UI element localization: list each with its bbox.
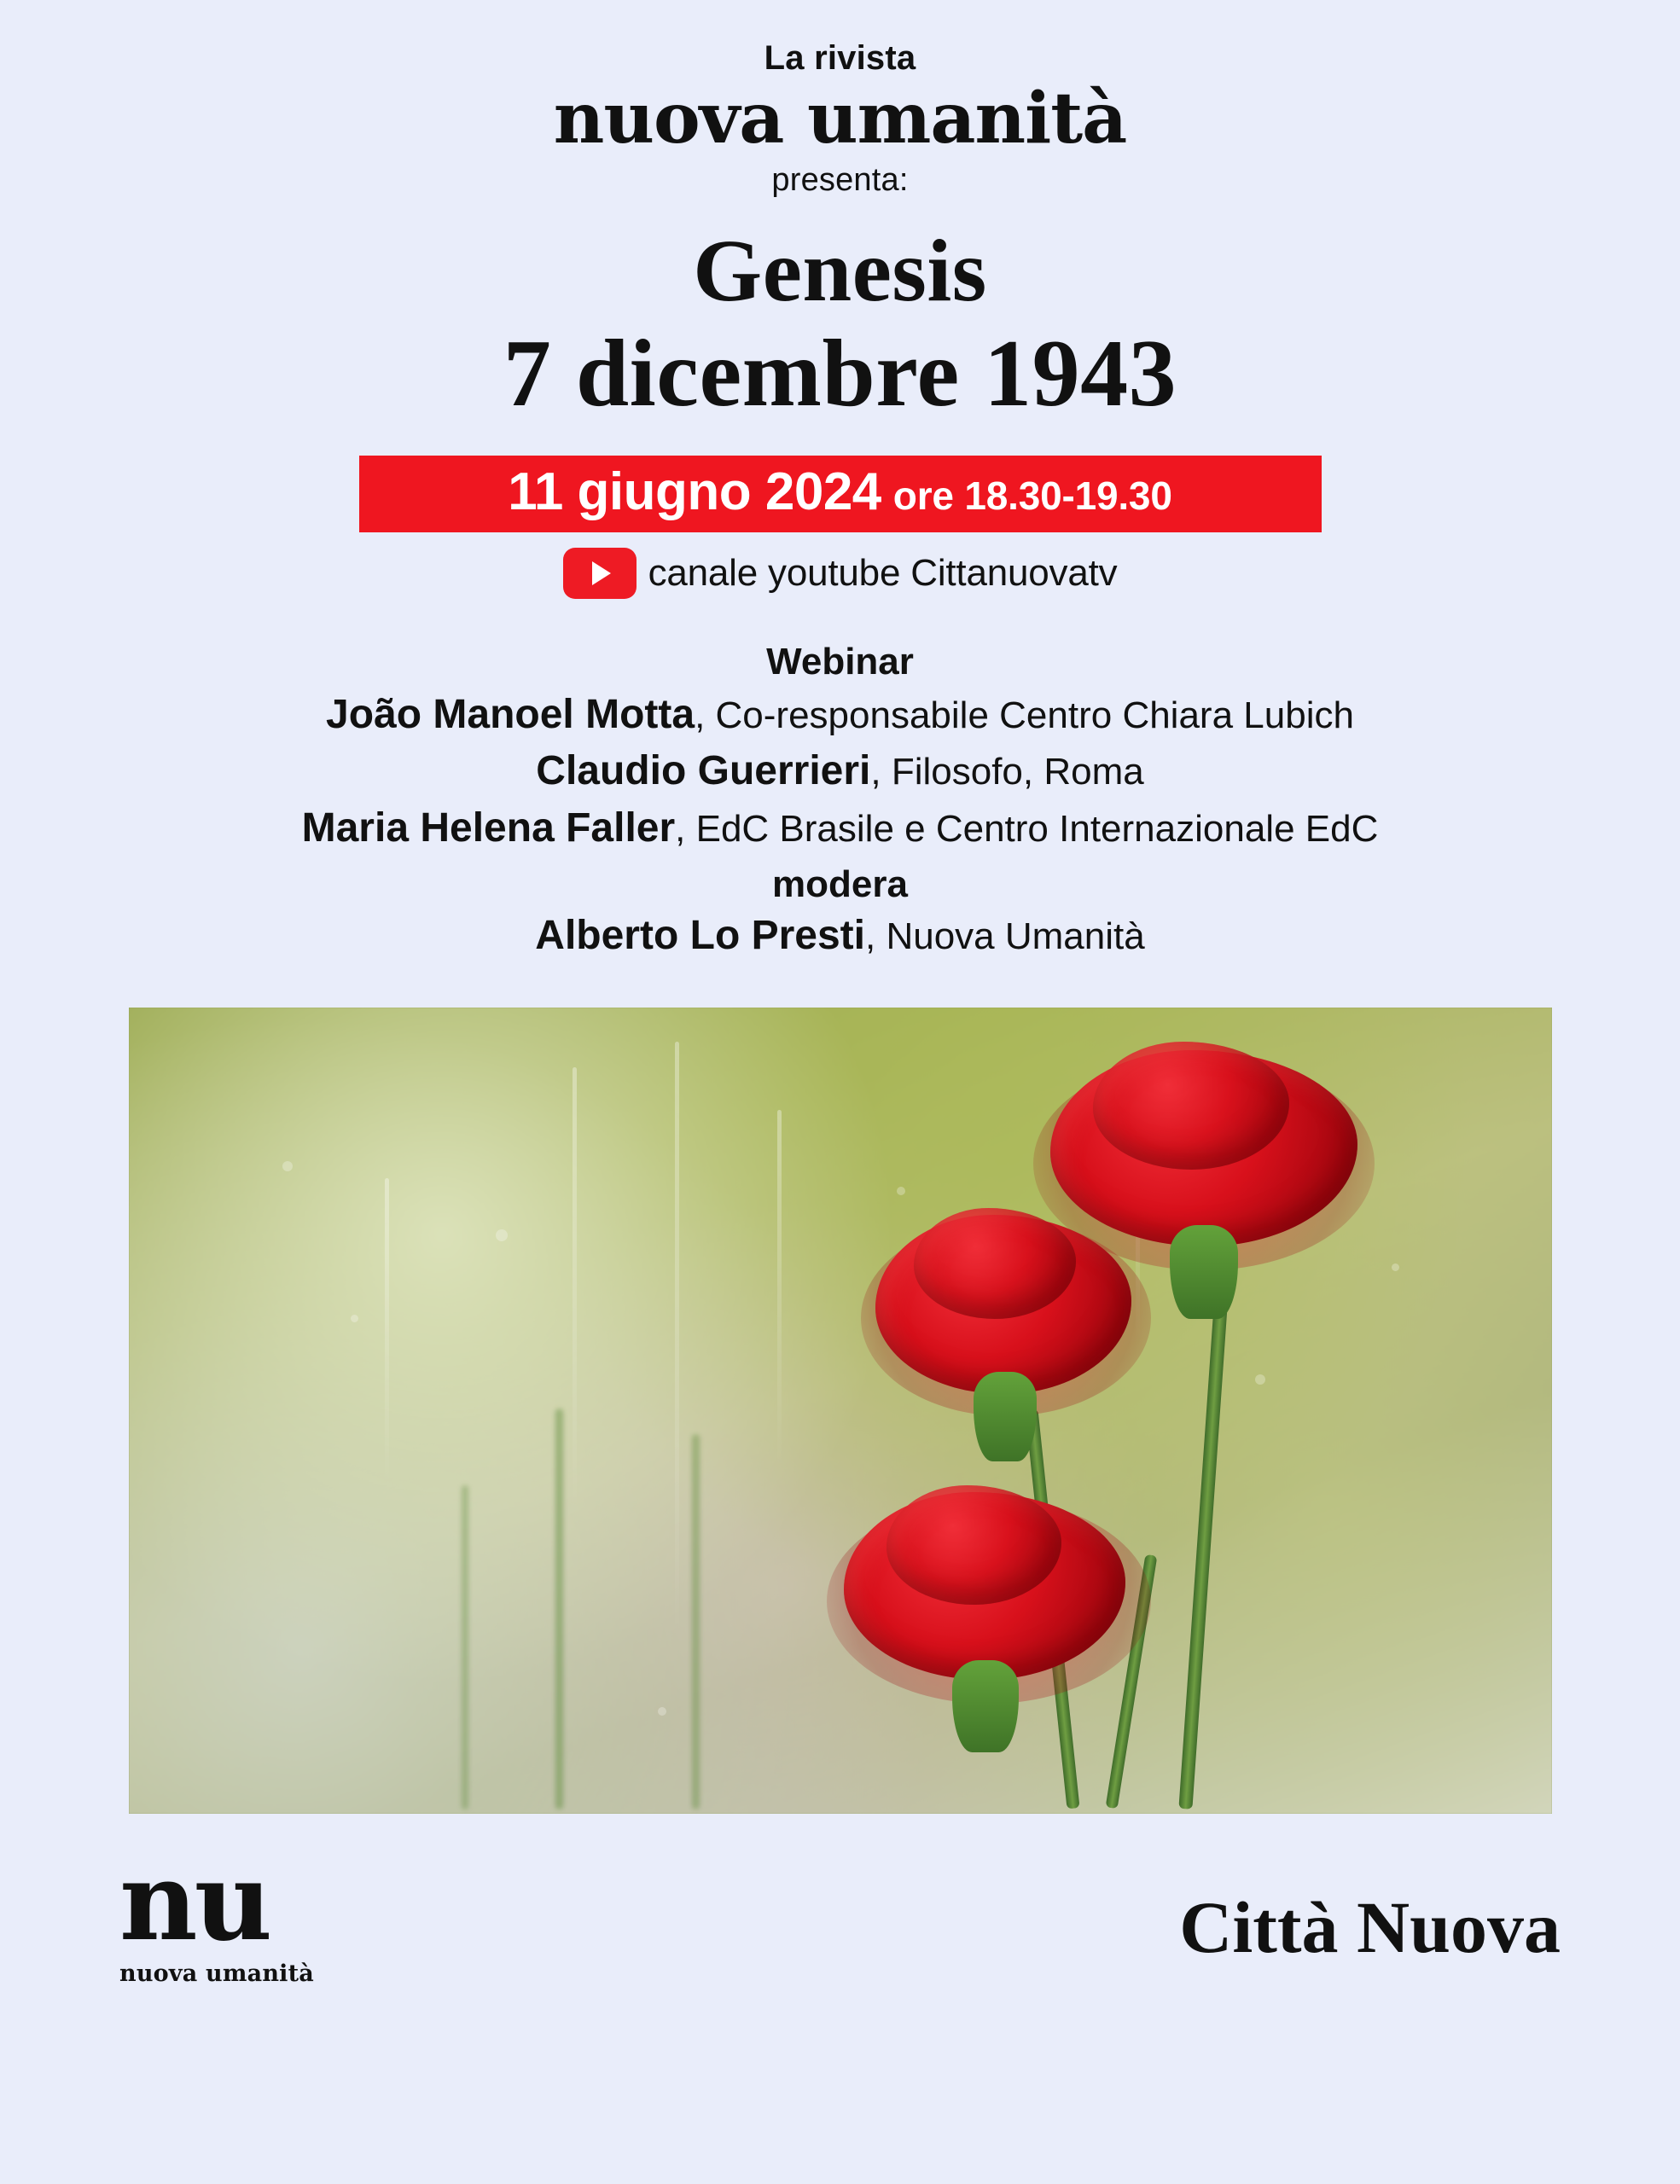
program-block	[0, 638, 1680, 963]
carnation-flower	[854, 1208, 1161, 1447]
moderator-label: modera	[772, 863, 908, 906]
youtube-channel-line[interactable]	[563, 548, 1118, 599]
red-carnations-photo	[129, 1008, 1552, 1814]
footer	[0, 1838, 1680, 1987]
water-speck	[658, 1707, 666, 1716]
background-stem	[462, 1485, 468, 1809]
magazine-title: nuova umanità	[553, 78, 1127, 160]
kicker-text: La rivista	[764, 39, 916, 77]
presenta-text: presenta:	[771, 162, 909, 199]
nuova-umanita-logo	[119, 1838, 314, 1987]
speaker-name: João Manoel Motta	[326, 692, 695, 738]
water-drip	[385, 1178, 389, 1485]
speaker-name: Claudio Guerrieri	[536, 748, 871, 794]
water-speck	[1255, 1374, 1265, 1385]
event-title-line2: 7 dicembre 1943	[503, 321, 1177, 427]
water-drip	[573, 1067, 577, 1511]
event-time: ore 18.30-19.30	[892, 473, 1172, 519]
background-stem	[692, 1434, 700, 1809]
water-drip	[675, 1042, 679, 1639]
speaker-row	[0, 688, 1680, 741]
speaker-role: , Co-responsabile Centro Chiara Lubich	[695, 694, 1354, 737]
youtube-play-icon[interactable]	[563, 548, 637, 599]
water-speck	[351, 1315, 358, 1322]
moderator-row	[0, 909, 1680, 962]
webinar-label: Webinar	[766, 641, 914, 683]
nu-logo-mark: nu	[119, 1838, 270, 1965]
date-time-banner	[359, 456, 1322, 532]
speaker-name: Maria Helena Faller	[301, 804, 676, 851]
water-drip	[777, 1110, 782, 1468]
event-date: 11 giugno 2024	[508, 462, 881, 522]
citta-nuova-logo: Città Nuova	[1179, 1885, 1561, 1968]
water-speck	[897, 1187, 905, 1195]
speaker-role: , Filosofo, Roma	[870, 751, 1144, 793]
speaker-row	[0, 745, 1680, 798]
water-speck	[282, 1161, 293, 1171]
youtube-channel-label: canale youtube Cittanuovatv	[648, 552, 1118, 595]
water-speck	[1392, 1263, 1399, 1271]
background-stem	[555, 1409, 563, 1809]
water-speck	[496, 1229, 508, 1241]
moderator-name: Alberto Lo Presti	[535, 913, 865, 959]
speaker-role: , EdC Brasile e Centro Internazionale EdC	[675, 807, 1379, 850]
carnation-flower	[820, 1485, 1161, 1741]
moderator-role: , Nuova Umanità	[865, 915, 1145, 958]
event-title-line1: Genesis	[693, 222, 987, 321]
nu-logo-caption: nuova umanità	[119, 1960, 314, 1987]
speaker-row	[0, 802, 1680, 855]
